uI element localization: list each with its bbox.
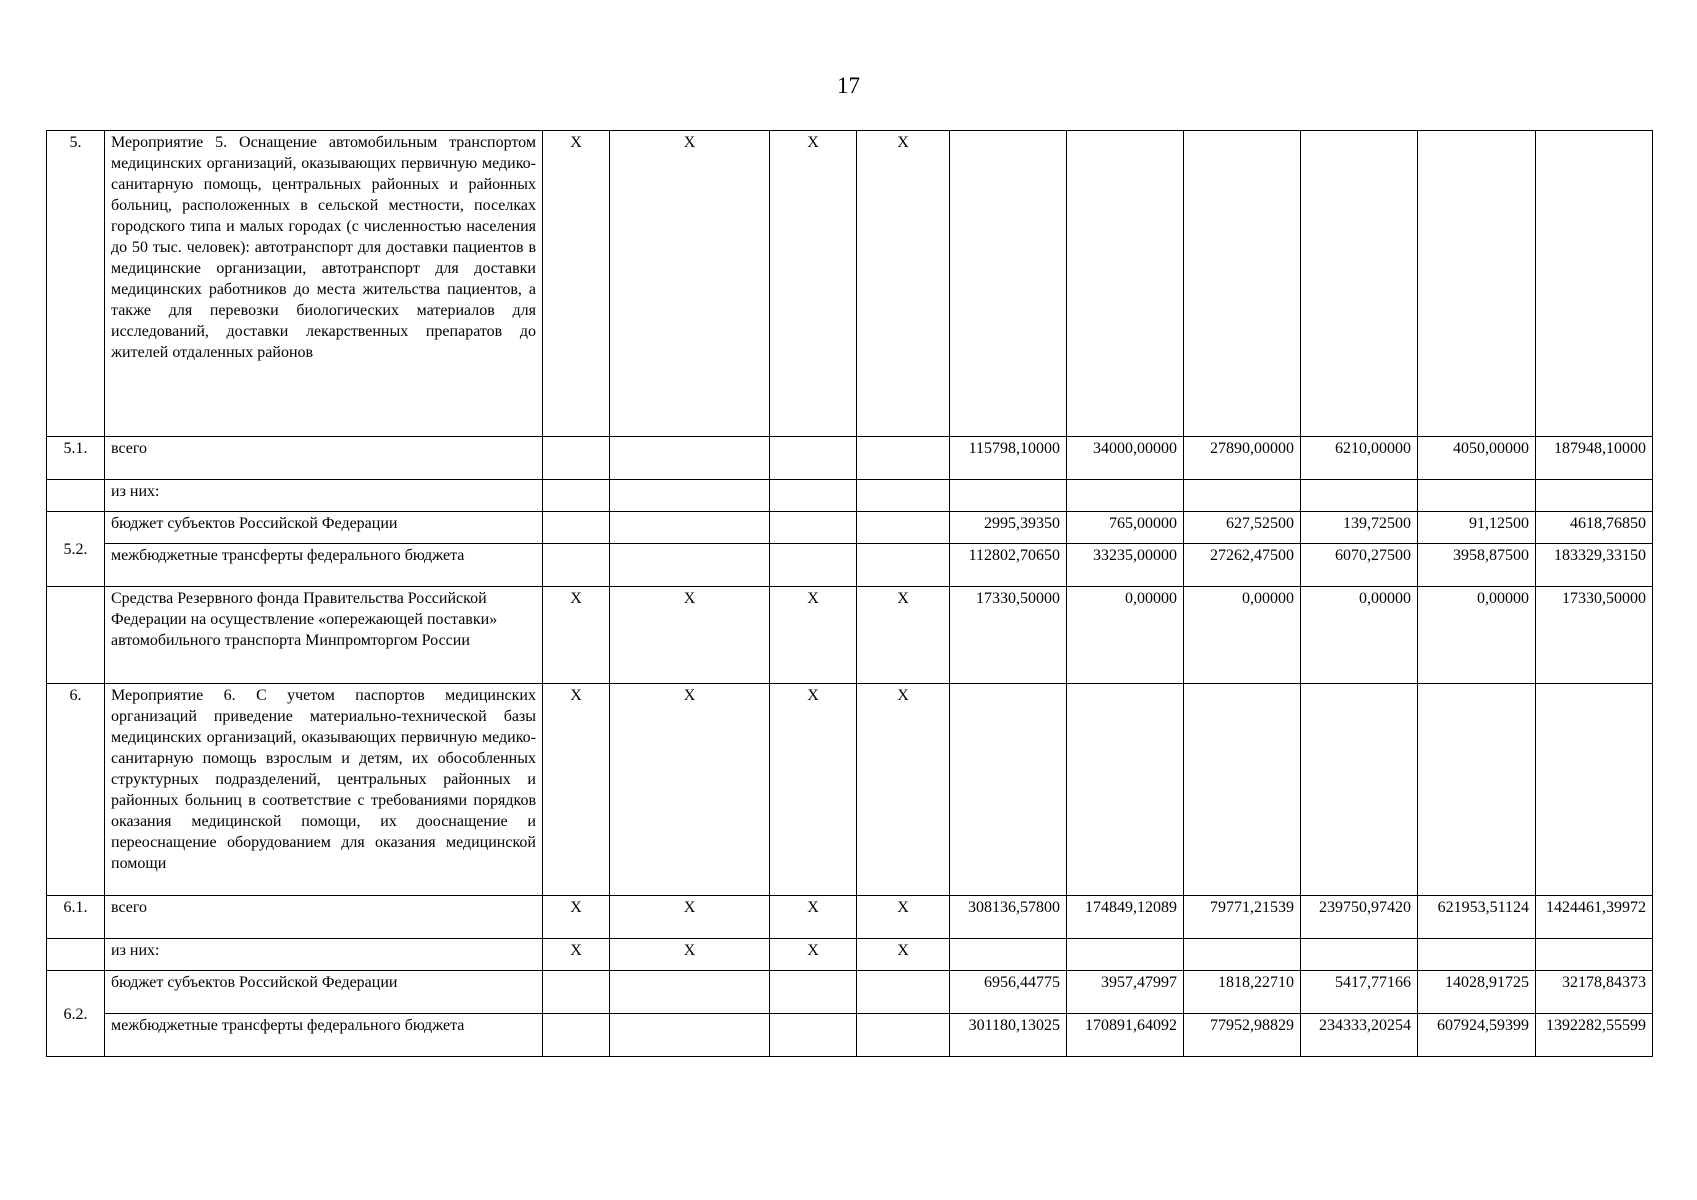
value-cell: 112802,70650 (950, 544, 1067, 587)
value-cell: 0,00000 (1067, 587, 1184, 684)
marker-cell: X (543, 587, 610, 684)
table-row (47, 971, 1653, 1014)
value-cell: 174849,12089 (1067, 896, 1184, 939)
value-cell: 2995,39350 (950, 512, 1067, 544)
value-cell (1067, 684, 1184, 896)
marker-cell (770, 512, 857, 544)
marker-cell: X (610, 587, 770, 684)
row-description: бюджет субъектов Российской Федерации (105, 971, 543, 1014)
table-row (47, 939, 1653, 971)
marker-cell: X (543, 131, 610, 437)
marker-cell: X (857, 587, 950, 684)
value-cell: 27262,47500 (1184, 544, 1301, 587)
row-number: 6.1. (47, 896, 105, 939)
marker-cell: X (770, 684, 857, 896)
marker-cell: X (857, 684, 950, 896)
row-description: межбюджетные трансферты федерального бюджета (105, 544, 543, 587)
value-cell (1418, 684, 1536, 896)
marker-cell (543, 544, 610, 587)
row-description: Мероприятие 5. Оснащение автомобильным транспортом медицинских организаций, оказывающих первичную медико-санитарную помощь, центральных районных и районных больниц, расположенных в сельской местности, поселках городского типа и малых городах (с численностью населения до 50 тыс. человек): автотранспорт для доставки пациентов в медицинские организации, автотранспорт для доставки медицинских работников до места жительства пациентов, а также для перевозки биологических материалов для исследований, доставки лекарственных препаратов до жителей отдаленных районов (105, 131, 543, 437)
marker-cell (857, 1014, 950, 1057)
row-description: Мероприятие 6. С учетом паспортов медицинских организаций приведение материально-технической базы медицинских организаций, оказывающих первичную медико-санитарную помощь взрослым и детям, их обособленных структурных подразделений, центральных районных и районных больниц в соответствие с требованиями порядков оказания медицинской помощи, их дооснащение и переоснащение оборудованием для оказания медицинской помощи (105, 684, 543, 896)
value-cell: 17330,50000 (1536, 587, 1653, 684)
row-number: 6.2. (47, 971, 105, 1057)
table-row (47, 131, 1653, 437)
value-cell: 3957,47997 (1067, 971, 1184, 1014)
marker-cell (610, 437, 770, 480)
marker-cell: X (543, 684, 610, 896)
marker-cell: X (770, 131, 857, 437)
value-cell (1536, 480, 1653, 512)
value-cell (1067, 131, 1184, 437)
row-number: 6. (47, 684, 105, 896)
value-cell (1067, 939, 1184, 971)
row-description: межбюджетные трансферты федерального бюджета (105, 1014, 543, 1057)
value-cell (1184, 939, 1301, 971)
marker-cell: X (770, 939, 857, 971)
row-description: всего (105, 896, 543, 939)
value-cell: 234333,20254 (1301, 1014, 1418, 1057)
marker-cell (610, 971, 770, 1014)
marker-cell (543, 971, 610, 1014)
value-cell: 3958,87500 (1418, 544, 1536, 587)
marker-cell: X (610, 939, 770, 971)
row-number (47, 587, 105, 684)
value-cell (1536, 131, 1653, 437)
marker-cell: X (770, 896, 857, 939)
value-cell (1184, 480, 1301, 512)
value-cell: 34000,00000 (1067, 437, 1184, 480)
value-cell: 239750,97420 (1301, 896, 1418, 939)
marker-cell: X (770, 587, 857, 684)
value-cell (1301, 939, 1418, 971)
value-cell: 308136,57800 (950, 896, 1067, 939)
value-cell: 0,00000 (1418, 587, 1536, 684)
marker-cell (857, 544, 950, 587)
marker-cell (610, 512, 770, 544)
value-cell: 627,52500 (1184, 512, 1301, 544)
value-cell (1184, 131, 1301, 437)
value-cell: 4618,76850 (1536, 512, 1653, 544)
marker-cell (543, 437, 610, 480)
value-cell: 4050,00000 (1418, 437, 1536, 480)
value-cell: 115798,10000 (950, 437, 1067, 480)
value-cell: 17330,50000 (950, 587, 1067, 684)
row-number (47, 480, 105, 512)
value-cell (950, 131, 1067, 437)
marker-cell (770, 544, 857, 587)
value-cell: 1818,22710 (1184, 971, 1301, 1014)
marker-cell: X (610, 684, 770, 896)
value-cell: 1392282,55599 (1536, 1014, 1653, 1057)
marker-cell (610, 480, 770, 512)
value-cell (1067, 480, 1184, 512)
value-cell: 170891,64092 (1067, 1014, 1184, 1057)
value-cell (1536, 939, 1653, 971)
budget-table (46, 130, 1653, 1057)
table-row (47, 480, 1653, 512)
value-cell (1301, 480, 1418, 512)
marker-cell (857, 480, 950, 512)
value-cell (950, 939, 1067, 971)
marker-cell: X (543, 939, 610, 971)
value-cell: 6070,27500 (1301, 544, 1418, 587)
table-row (47, 896, 1653, 939)
marker-cell (770, 480, 857, 512)
table-row (47, 684, 1653, 896)
marker-cell: X (543, 896, 610, 939)
value-cell: 32178,84373 (1536, 971, 1653, 1014)
marker-cell (770, 437, 857, 480)
value-cell: 5417,77166 (1301, 971, 1418, 1014)
value-cell (1418, 939, 1536, 971)
marker-cell (770, 1014, 857, 1057)
value-cell (950, 684, 1067, 896)
row-number: 5.2. (47, 512, 105, 587)
value-cell: 1424461,39972 (1536, 896, 1653, 939)
value-cell: 139,72500 (1301, 512, 1418, 544)
value-cell: 79771,21539 (1184, 896, 1301, 939)
marker-cell: X (857, 939, 950, 971)
row-description: из них: (105, 939, 543, 971)
marker-cell (857, 971, 950, 1014)
marker-cell (543, 512, 610, 544)
page-number: 17 (837, 73, 860, 98)
value-cell: 27890,00000 (1184, 437, 1301, 480)
value-cell: 607924,59399 (1418, 1014, 1536, 1057)
value-cell (1184, 684, 1301, 896)
value-cell (1536, 684, 1653, 896)
marker-cell (770, 971, 857, 1014)
row-description: всего (105, 437, 543, 480)
table-row (47, 544, 1653, 587)
marker-cell (543, 480, 610, 512)
value-cell: 77952,98829 (1184, 1014, 1301, 1057)
value-cell: 0,00000 (1184, 587, 1301, 684)
marker-cell (610, 1014, 770, 1057)
marker-cell: X (857, 131, 950, 437)
marker-cell (857, 512, 950, 544)
marker-cell (610, 544, 770, 587)
row-description: из них: (105, 480, 543, 512)
table-row (47, 512, 1653, 544)
value-cell: 91,12500 (1418, 512, 1536, 544)
value-cell: 0,00000 (1301, 587, 1418, 684)
marker-cell: X (610, 131, 770, 437)
value-cell: 6210,00000 (1301, 437, 1418, 480)
value-cell: 14028,91725 (1418, 971, 1536, 1014)
row-description: Средства Резервного фонда Правительства Российской Федерации на осуществление «опережающей поставки» автомобильного транспорта Минпромторгом России (105, 587, 543, 684)
marker-cell: X (857, 896, 950, 939)
value-cell: 765,00000 (1067, 512, 1184, 544)
value-cell: 301180,13025 (950, 1014, 1067, 1057)
table-row (47, 587, 1653, 684)
value-cell (1301, 131, 1418, 437)
value-cell (950, 480, 1067, 512)
row-number (47, 939, 105, 971)
table-row (47, 1014, 1653, 1057)
value-cell (1418, 131, 1536, 437)
table-row (47, 437, 1653, 480)
marker-cell: X (610, 896, 770, 939)
value-cell (1301, 684, 1418, 896)
value-cell: 33235,00000 (1067, 544, 1184, 587)
marker-cell (543, 1014, 610, 1057)
row-number: 5.1. (47, 437, 105, 480)
value-cell: 621953,51124 (1418, 896, 1536, 939)
marker-cell (857, 437, 950, 480)
row-description: бюджет субъектов Российской Федерации (105, 512, 543, 544)
value-cell: 183329,33150 (1536, 544, 1653, 587)
value-cell: 6956,44775 (950, 971, 1067, 1014)
row-number: 5. (47, 131, 105, 437)
value-cell: 187948,10000 (1536, 437, 1653, 480)
value-cell (1418, 480, 1536, 512)
